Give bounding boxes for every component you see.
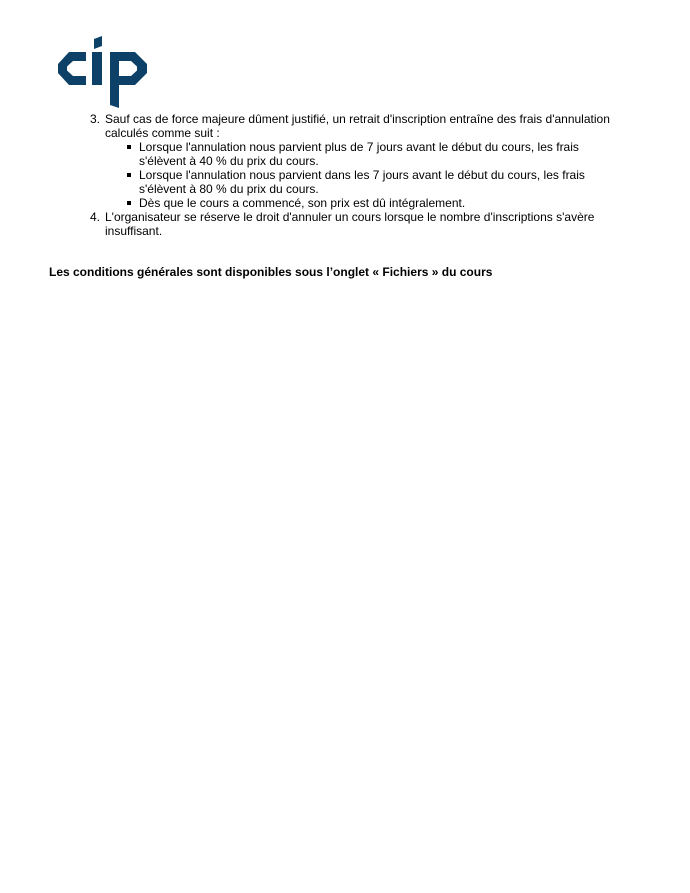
fee-item (139, 140, 609, 168)
fee-item (139, 196, 609, 210)
cancellation-fees-list (105, 140, 609, 210)
condition-number: 4. (90, 210, 101, 224)
cip-logo-icon (55, 36, 151, 108)
condition-text: Sauf cas de force majeure dûment justifié, un retrait d'inscription entraîne des frais d'annulation calculés comme suit : (105, 112, 610, 140)
conditions-section (0, 112, 690, 238)
conditions-list (0, 112, 640, 238)
condition-item (90, 210, 640, 238)
condition-number: 3. (90, 112, 101, 126)
bullet-square-icon (127, 145, 131, 149)
fee-text: Lorsque l'annulation nous parvient dans les 7 jours avant le début du cours, les frais s'élèvent à 80 % du prix du cours. (139, 168, 585, 196)
bullet-square-icon (127, 201, 131, 205)
general-conditions-note: Les conditions générales sont disponibles sous l’onglet « Fichiers » du cours (49, 265, 493, 279)
fee-item (139, 168, 609, 196)
bullet-square-icon (127, 173, 131, 177)
condition-item (90, 112, 640, 210)
condition-text: L'organisateur se réserve le droit d'annuler un cours lorsque le nombre d'inscriptions s'avère insuffisant. (105, 210, 595, 238)
fee-text: Lorsque l'annulation nous parvient plus de 7 jours avant le début du cours, les frais s'élèvent à 40 % du prix du cours. (139, 140, 579, 168)
fee-text: Dès que le cours a commencé, son prix est dû intégralement. (139, 196, 466, 210)
